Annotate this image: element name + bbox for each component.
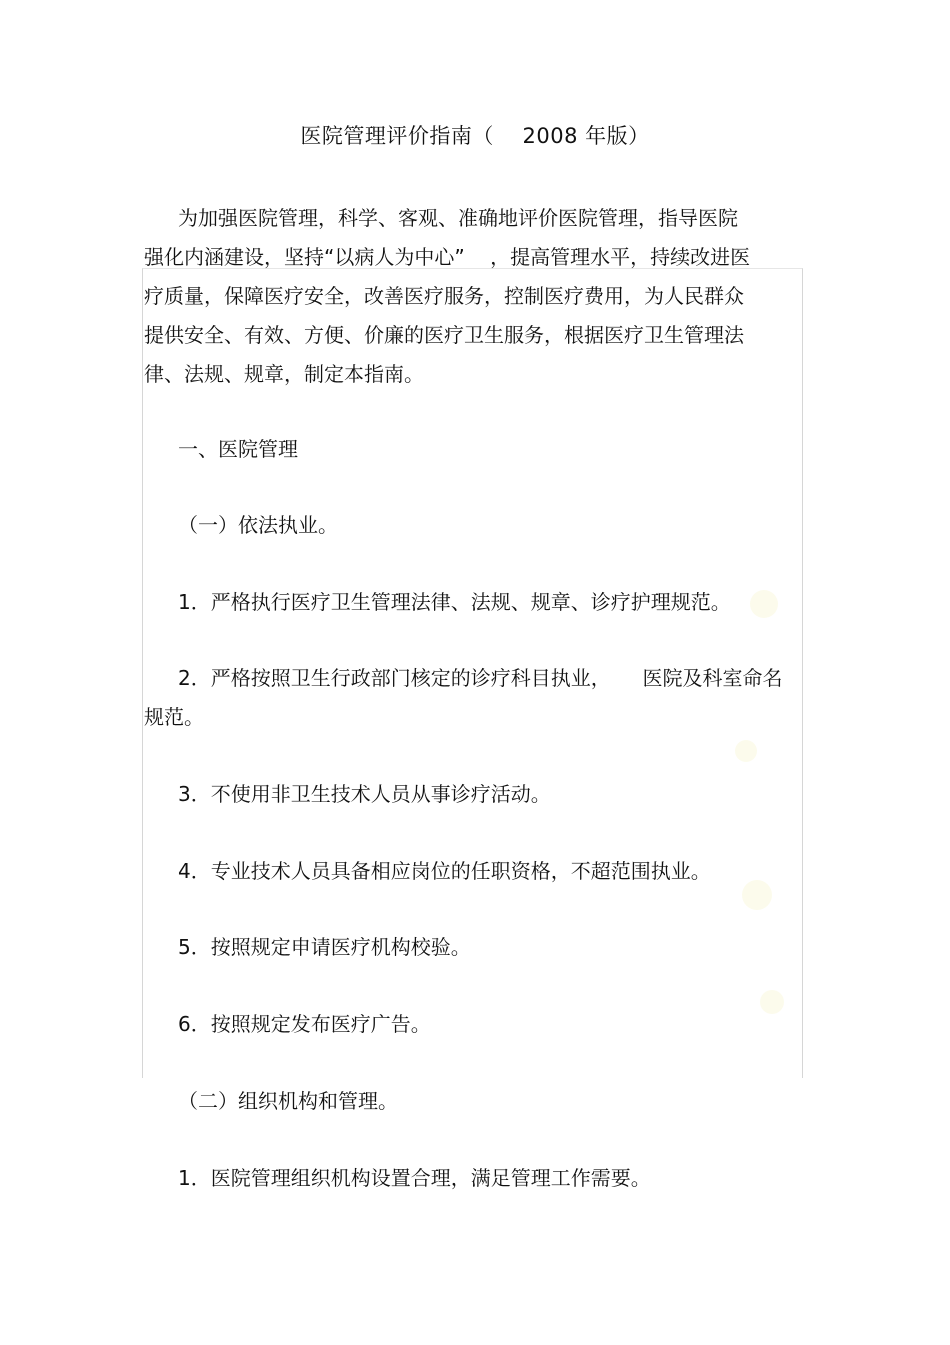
- list-item: 2．严格按照卫生行政部门核定的诊疗科目执业， 医院及科室命名: [178, 666, 783, 690]
- intro-line: 律、法规、规章，制定本指南。: [144, 362, 424, 386]
- list-item: 1．医院管理组织机构设置合理，满足管理工作需要。: [178, 1166, 651, 1190]
- list-item: 5．按照规定申请医疗机构校验。: [178, 935, 471, 959]
- section-heading: 一、医院管理: [178, 437, 298, 461]
- background-speckle: [760, 990, 784, 1014]
- intro-line: 为加强医院管理，科学、客观、准确地评价医院管理，指导医院: [178, 206, 738, 230]
- subsection-heading: （一）依法执业。: [178, 513, 338, 537]
- intro-line: 提供安全、有效、方便、价廉的医疗卫生服务，根据医疗卫生管理法: [144, 323, 744, 347]
- background-speckle: [735, 740, 757, 762]
- document-title: 医院管理评价指南（ 2008 年版）: [300, 124, 650, 148]
- intro-line: 强化内涵建设，坚持“以病人为中心” ，提高管理水平，持续改进医: [144, 245, 751, 269]
- list-item: 1．严格执行医疗卫生管理法律、法规、规章、诊疗护理规范。: [178, 590, 731, 614]
- list-item: 4．专业技术人员具备相应岗位的任职资格，不超范围执业。: [178, 859, 711, 883]
- background-speckle: [750, 590, 778, 618]
- list-item: 3．不使用非卫生技术人员从事诊疗活动。: [178, 782, 551, 806]
- intro-line: 疗质量，保障医疗安全，改善医疗服务，控制医疗费用，为人民群众: [144, 284, 744, 308]
- subsection-heading: （二）组织机构和管理。: [178, 1089, 398, 1113]
- background-speckle: [742, 880, 772, 910]
- list-item: 6．按照规定发布医疗广告。: [178, 1012, 431, 1036]
- list-item-continuation: 规范。: [144, 705, 204, 729]
